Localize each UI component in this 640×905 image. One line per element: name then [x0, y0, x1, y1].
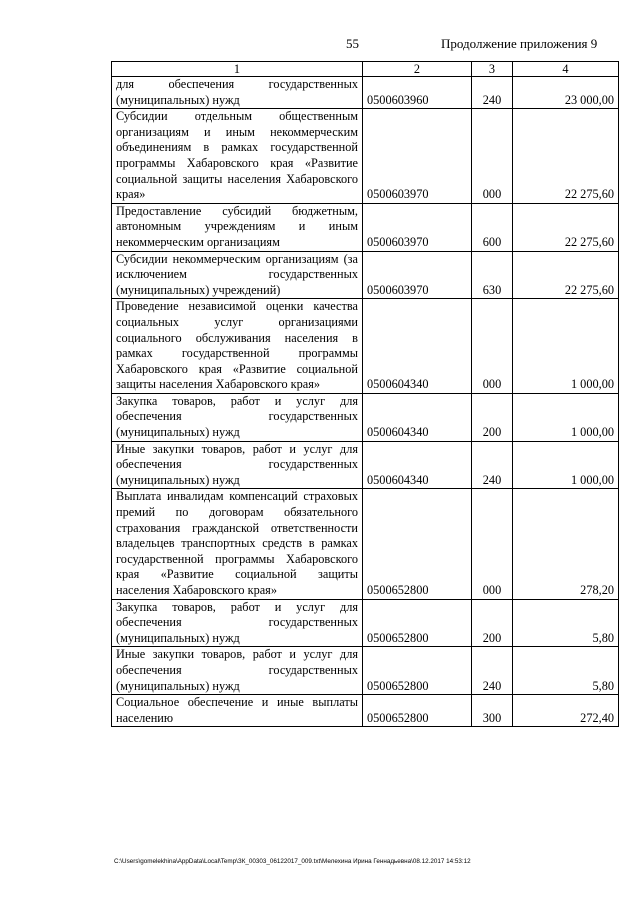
row-expense-type: 000: [472, 489, 513, 599]
page-number: 55: [346, 36, 359, 51]
row-description: Субсидии некоммерческим организациям (за исключением государственных (муниципальных) учреждений): [112, 251, 363, 299]
continuation-label: Продолжение приложения 9: [441, 36, 598, 51]
row-target-code: 0500652800: [363, 489, 472, 599]
row-description: Выплата инвалидам компенсаций страховых премий по договорам обязательного страхования гражданской ответственности владельцев транспортных средств в рамках государственной программы Хабаровского края «Развитие социальной защиты населения Хабаровского края»: [112, 489, 363, 599]
row-amount: 1 000,00: [513, 299, 619, 394]
row-expense-type: 240: [472, 77, 513, 109]
row-expense-type: 300: [472, 695, 513, 727]
row-expense-type: 200: [472, 599, 513, 647]
row-target-code: 0500604340: [363, 299, 472, 394]
row-description: Предоставление субсидий бюджетным, автономным учреждениям и иным некоммерческим организациям: [112, 203, 363, 251]
row-expense-type: 200: [472, 393, 513, 441]
row-description: Закупка товаров, работ и услуг для обеспечения государственных (муниципальных) нужд: [112, 599, 363, 647]
row-expense-type: 000: [472, 299, 513, 394]
row-description: для обеспечения государственных (муниципальных) нужд: [112, 77, 363, 109]
row-target-code: 0500603970: [363, 203, 472, 251]
row-target-code: 0500652800: [363, 695, 472, 727]
budget-table: [111, 61, 619, 727]
table-header-row: [112, 62, 619, 77]
row-amount: 23 000,00: [513, 77, 619, 109]
table-row: [112, 299, 619, 394]
row-target-code: 0500652800: [363, 599, 472, 647]
row-description: Закупка товаров, работ и услуг для обеспечения государственных (муниципальных) нужд: [112, 393, 363, 441]
row-target-code: 0500604340: [363, 393, 472, 441]
row-expense-type: 240: [472, 441, 513, 489]
row-amount: 22 275,60: [513, 203, 619, 251]
row-amount: 5,80: [513, 599, 619, 647]
document-footer-path: C:\Users\gomelekhina\AppData\Local\Temp\ЗК_00303_06122017_009.txt\Мелехина Ирина Геннадьевна\08.12.2017 14:53:12: [114, 858, 471, 865]
column-header-3: 3: [472, 62, 513, 77]
row-target-code: 0500603970: [363, 109, 472, 204]
table-row: [112, 489, 619, 599]
table-row: [112, 599, 619, 647]
row-expense-type: 240: [472, 647, 513, 695]
column-header-2: 2: [363, 62, 472, 77]
row-target-code: 0500604340: [363, 441, 472, 489]
table-row: [112, 647, 619, 695]
table-row: [112, 77, 619, 109]
row-amount: 5,80: [513, 647, 619, 695]
table-row: [112, 695, 619, 727]
row-description: Проведение независимой оценки качества социальных услуг организациями социального обслуживания населения в рамках государственной программы Хабаровского края «Развитие социальной защиты населения Хабаровского края»: [112, 299, 363, 394]
row-description: Иные закупки товаров, работ и услуг для обеспечения государственных (муниципальных) нужд: [112, 647, 363, 695]
table-row: [112, 393, 619, 441]
table-row: [112, 441, 619, 489]
row-expense-type: 000: [472, 109, 513, 204]
column-header-4: 4: [513, 62, 619, 77]
row-amount: 1 000,00: [513, 441, 619, 489]
row-amount: 22 275,60: [513, 251, 619, 299]
table-row: [112, 251, 619, 299]
row-expense-type: 600: [472, 203, 513, 251]
row-target-code: 0500603970: [363, 251, 472, 299]
row-description: Субсидии отдельным общественным организациям и иным некоммерческим объединениям в рамках государственной программы Хабаровского края «Развитие социальной защиты населения Хабаровского края»: [112, 109, 363, 204]
row-amount: 1 000,00: [513, 393, 619, 441]
row-description: Социальное обеспечение и иные выплаты населению: [112, 695, 363, 727]
row-amount: 22 275,60: [513, 109, 619, 204]
row-target-code: 0500603960: [363, 77, 472, 109]
row-amount: 272,40: [513, 695, 619, 727]
column-header-1: 1: [112, 62, 363, 77]
row-description: Иные закупки товаров, работ и услуг для обеспечения государственных (муниципальных) нужд: [112, 441, 363, 489]
row-amount: 278,20: [513, 489, 619, 599]
row-target-code: 0500652800: [363, 647, 472, 695]
table-row: [112, 109, 619, 204]
row-expense-type: 630: [472, 251, 513, 299]
table-row: [112, 203, 619, 251]
